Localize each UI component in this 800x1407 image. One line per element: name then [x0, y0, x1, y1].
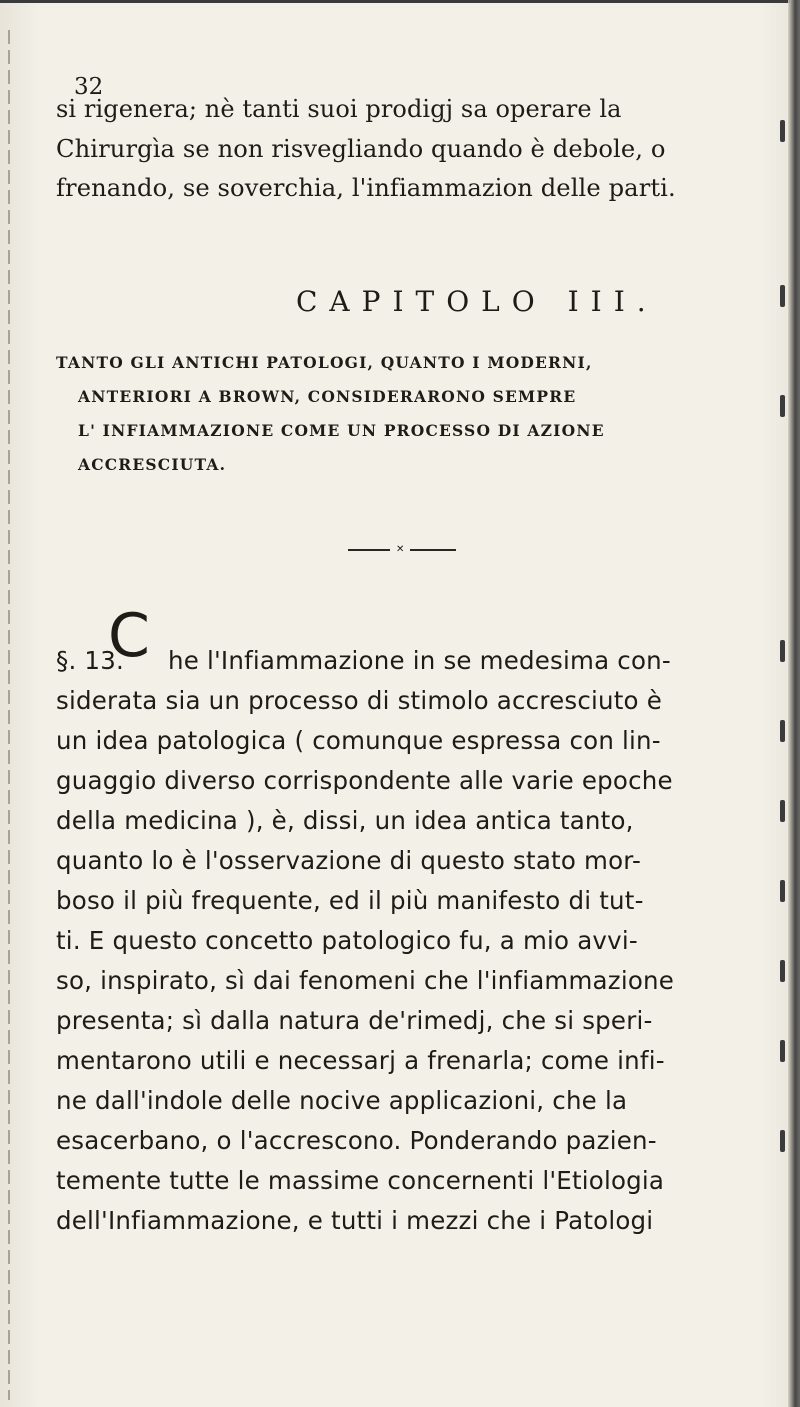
summary-line-4: ACCRESCIUTA.: [78, 455, 227, 474]
section-line-3: un idea patologica ( comunque espressa con lin-: [56, 726, 661, 755]
section-line-5: della medicina ), è, dissi, un idea antica tanto,: [56, 806, 634, 835]
section-ornament: ✕: [348, 546, 456, 554]
section-line-13: esacerbano, o l'accrescono. Ponderando pazien-: [56, 1126, 657, 1155]
left-binding-edge: [8, 30, 10, 1400]
section-line-10: presenta; sì dalla natura de'rimedj, che si speri-: [56, 1006, 653, 1035]
right-page-edge: [788, 0, 800, 1407]
section-line-9: so, inspirato, sì dai fenomeni che l'infiammazione: [56, 966, 675, 995]
section-first-line-text: he l'Infiammazione in se medesima con-: [168, 646, 671, 675]
page-number: 32: [74, 74, 104, 100]
intro-line-3: frenando, se soverchia, l'infiammazion delle parti.: [56, 174, 676, 202]
section-line-15: dell'Infiammazione, e tutti i mezzi che i Patologi: [56, 1206, 654, 1235]
intro-line-2: Chirurgìa se non risvegliando quando è debole, o: [56, 135, 666, 163]
summary-line-3: L' INFIAMMAZIONE COME UN PROCESSO DI AZIONE: [78, 421, 605, 440]
section-number: §. 13.: [56, 646, 124, 675]
chapter-title: CAPITOLO III.: [296, 285, 658, 318]
section-line-6: quanto lo è l'osservazione di questo stato mor-: [56, 846, 642, 875]
summary-line-1: TANTO GLI ANTICHI PATOLOGI, QUANTO I MODERNI,: [56, 353, 593, 372]
section-line-8: ti. E questo concetto patologico fu, a mio avvi-: [56, 926, 638, 955]
intro-line-1: si rigenera; nè tanti suoi prodigj sa operare la: [56, 95, 622, 123]
top-edge-rule: [0, 0, 790, 3]
section-first-line: [56, 646, 764, 675]
section-line-11: mentarono utili e necessarj a frenarla; come infi-: [56, 1046, 665, 1075]
section-line-7: boso il più frequente, ed il più manifesto di tut-: [56, 886, 644, 915]
section-line-12: ne dall'indole delle nocive applicazioni, che la: [56, 1086, 628, 1115]
section-line-4: guaggio diverso corrispondente alle varie epoche: [56, 766, 673, 795]
section-line-2: siderata sia un processo di stimolo accresciuto è: [56, 686, 662, 715]
drop-cap: C: [108, 601, 150, 671]
section-line-14: temente tutte le massime concernenti l'Etiologia: [56, 1166, 665, 1195]
summary-line-2: ANTERIORI A BROWN, CONSIDERARONO SEMPRE: [78, 387, 577, 406]
